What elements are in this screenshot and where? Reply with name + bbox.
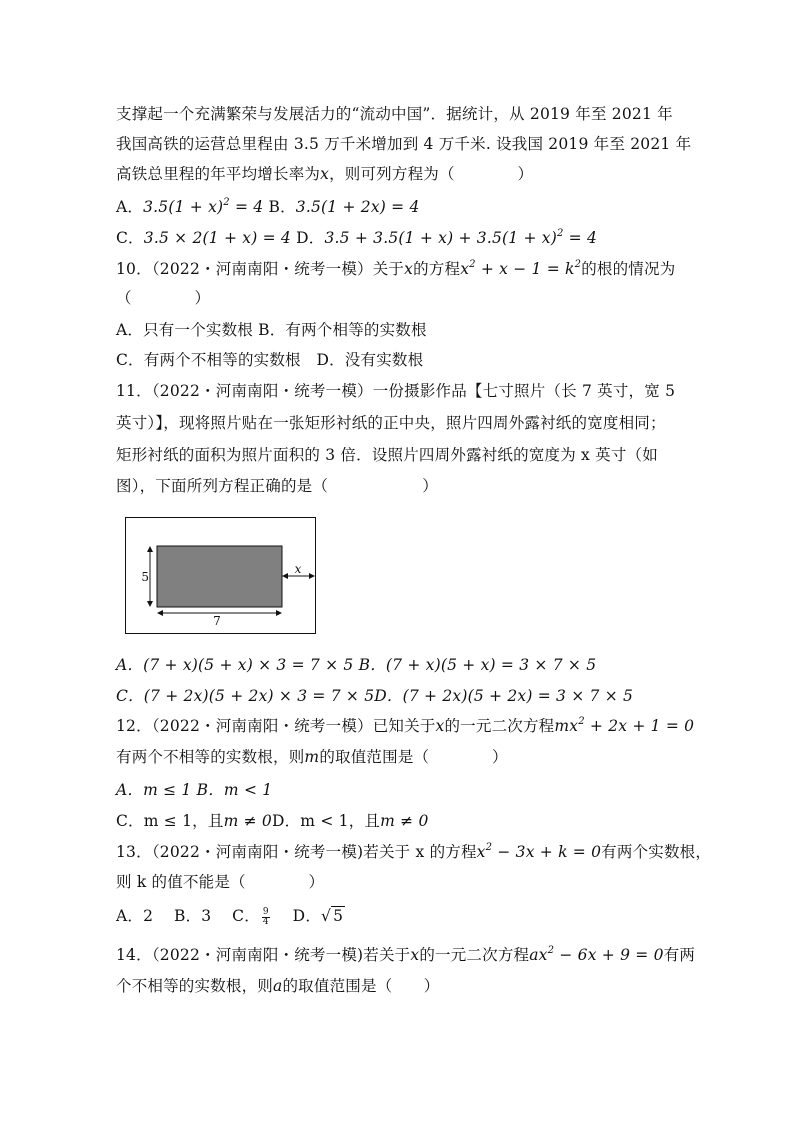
q11-option-d: D．(7 + 2x)(5 + 2x) = 3 × 7 × 5 (374, 687, 634, 705)
q12-option-a: A．m ≤ 1 (116, 781, 192, 799)
q13-option-d-sqrt: √ 5 (321, 907, 344, 925)
q9-options-ab (116, 197, 420, 217)
intro-line-2: 我国高铁的运营总里程由 3.5 万千米增加到 4 万千米. 设我国 2019 年至 2021 年 (116, 135, 692, 153)
photo-rectangle (157, 546, 282, 607)
q11-options-ab (116, 655, 596, 675)
q11-stem-line-2: 英寸）】，现将照片贴在一张矩形衬纸的正中央，照片四周外露衬纸的宽度相同； (116, 414, 666, 432)
figure-label-x: x (294, 562, 302, 576)
figure-label-height: 5 (141, 570, 149, 584)
q10-options-cd: C．有两个不相等的实数根 D．没有实数根 (116, 351, 424, 369)
q9-option-a: $3.5(1 + x)^2 = 4$ (143, 197, 264, 216)
q12-options-cd (116, 811, 429, 831)
q13-stem: 13．（2022・河南南阳・统考一模)若关于 x 的方程$x^2 - 3x + k = 0$有两个实数根， (116, 842, 712, 861)
q11-options-cd (116, 686, 633, 706)
q9-option-c-label: C． (116, 229, 144, 247)
q11-option-c: C．(7 + 2x)(5 + 2x) × 3 = 7 × 5 (116, 687, 375, 705)
q10-stem: 10．（2022・河南南阳・统考一模）关于x的方程$x^2 + x - 1 = k^2$的根的情况为 (116, 259, 676, 278)
intro-line-1: 支撑起一个充满繁荣与发展活力的“流动中国”．据统计，从 2019 年至 2021 年 (116, 105, 673, 123)
q12-options-ab (116, 780, 272, 800)
photo-mat-diagram (125, 517, 316, 634)
q9-option-d-label: D． (290, 229, 325, 247)
q11-option-a: A．(7 + x)(5 + x) × 3 = 7 × 5 (116, 656, 354, 674)
q11-stem-line-3: 矩形衬纸的面积为照片面积的 3 倍．设照片四周外露衬纸的宽度为 x 英寸（如 (116, 446, 658, 464)
q14-stem-line-2: 个不相等的实数根，则a的取值范围是（ ） (116, 977, 440, 995)
q9-option-b: 3.5(1 + 2x) = 4 (295, 198, 420, 216)
q11-option-b: B．(7 + x)(5 + x) = 3 × 7 × 5 (353, 656, 597, 674)
q11-stem-line-4: 图），下面所列方程正确的是（ ） (116, 477, 438, 495)
q14-stem: 14．（2022・河南南阳・统考一模)若关于x的一元二次方程$ax^2 - 6x + 9 = 0$有两 (116, 945, 696, 964)
q9-options-cd (116, 228, 597, 248)
q12-stem-line-2: 有两个不相等的实数根，则m的取值范围是（ ） (116, 748, 508, 766)
q12-option-b: B．m < 1 (191, 781, 273, 799)
intro-line-3: 高铁总里程的年平均增长率为x，则可列方程为（ ） (116, 165, 534, 183)
q13-option-c-fraction: $\frac{9}{4}$ (262, 906, 269, 927)
figure-label-width: 7 (213, 614, 221, 628)
q12-option-c: C．m ≤ 1，且m ≠ 0 (116, 812, 272, 830)
q9-option-a-label: A． (116, 198, 144, 216)
q13-stem-line-2: 则 k 的值不能是（ ） (116, 873, 325, 891)
q10-options-ab: A．只有一个实数根 B．有两个相等的实数根 (116, 321, 427, 339)
q9-option-b-label: B． (263, 198, 296, 216)
q9-option-d: $3.5 + 3.5(1 + x) + 3.5(1 + x)^2 = 4$ (324, 228, 598, 247)
q11-stem-line-1: 11．（2022・河南南阳・统考一模）一份摄影作品【七寸照片（长 7 英寸，宽 5 (116, 382, 676, 400)
q12-option-d: D．m < 1，且m ≠ 0 (271, 812, 429, 830)
q13-options: A．2 B．3 C． $\frac{9}{4}$ D．√ 5 (116, 906, 344, 927)
q10-blank: （ ） (116, 289, 211, 307)
q9-option-c: 3.5 × 2(1 + x) = 4 (143, 229, 291, 247)
q12-stem: 12．（2022・河南南阳・统考一模）已知关于x的一元二次方程$mx^2 + 2x + 1 = 0$ (116, 716, 695, 735)
